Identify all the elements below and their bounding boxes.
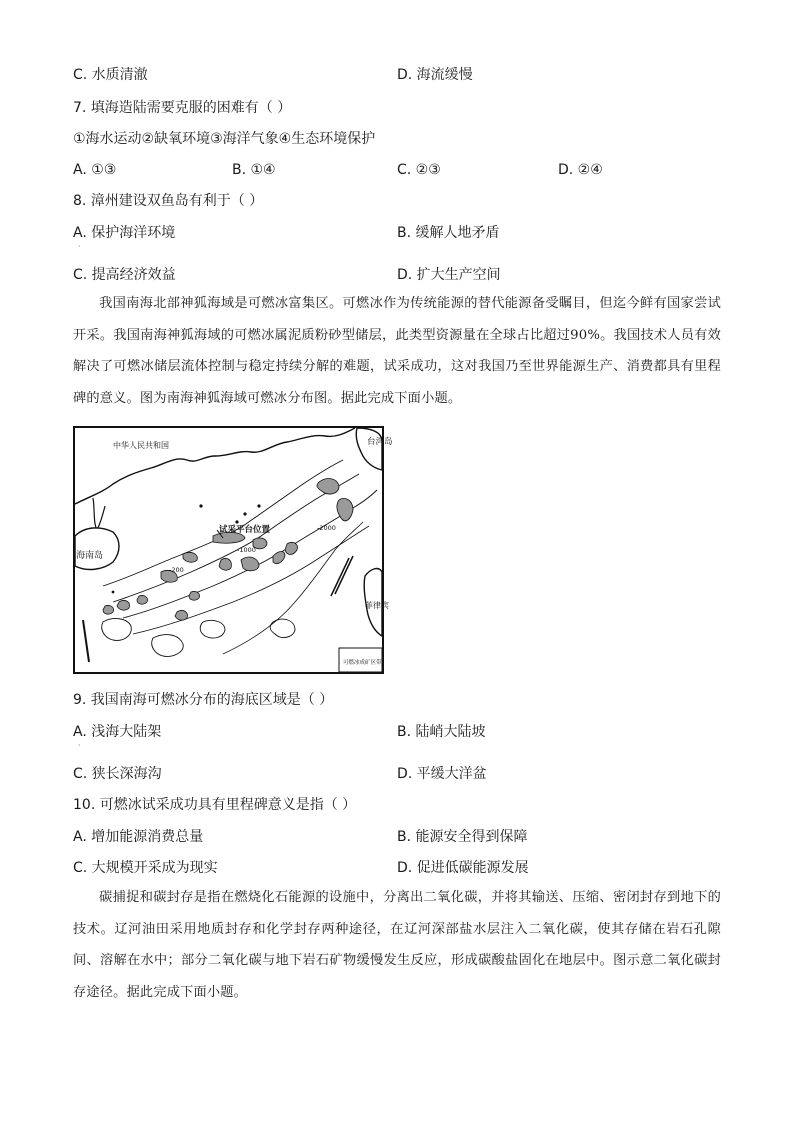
q9-option-b: B. 陆峭大陆坡 xyxy=(397,724,486,740)
label-depth-1000: -1000 xyxy=(237,546,256,554)
q7-option-c: C. ②③ xyxy=(397,162,441,178)
dot xyxy=(199,504,202,507)
q8-option-b: B. 缓解人地矛盾 xyxy=(397,225,500,241)
q10-option-c: C. 大规模开采成为现实 xyxy=(73,860,218,876)
map-legend xyxy=(339,648,382,672)
q9-option-c: C. 狭长深海沟 xyxy=(73,766,162,782)
q7-option-a: A. ①③ xyxy=(73,162,117,178)
passage-gas-hydrate-text: 我国南海北部神狐海域是可燃冰富集区。可燃冰作为传统能源的替代能源备受瞩目，但迄今鲜有国家尝试开采。我国南海神狐海域的可燃冰属泥质粉砂型储层，此类型资源量在全球占比超过90%。我国技术人员有效解决了可燃冰储层流体控制与稳定持续分解的难题，试采成功，这对我国乃至世界能源生产、消费都具有里程碑的意义。图为南海神狐海域可燃冰分布图。据此完成下面小题。 xyxy=(73,296,721,406)
q7-option-b: B. ①④ xyxy=(232,162,276,178)
hydrate-zone xyxy=(117,600,129,610)
q10-stem: 10. 可燃冰试采成功具有里程碑意义是指（ ） xyxy=(73,797,357,813)
label-philippines: 菲律宾 xyxy=(365,601,389,610)
label-hainan: 海南岛 xyxy=(76,551,104,561)
q8-option-d: D. 扩大生产空间 xyxy=(397,267,501,283)
q6-option-c: C. 水质清澈 xyxy=(73,67,148,83)
hainan-island xyxy=(75,528,119,570)
dot xyxy=(235,520,238,523)
dot xyxy=(257,504,260,507)
label-depth-2000: -2000 xyxy=(317,524,336,532)
q6-option-d: D. 海流缓慢 xyxy=(397,67,473,83)
hydrate-zone xyxy=(219,558,231,570)
hydrate-zone xyxy=(103,605,114,614)
label-china: 中华人民共和国 xyxy=(113,441,169,450)
passage-carbon-capture-text: 碳捕捉和碳封存是指在燃烧化石能源的设施中，分离出二氧化碳，并将其输送、压缩、密闭封存到地下的技术。辽河油田采用地质封存和化学封存两种途径，在辽河深部盐水层注入二氧化碳，使其存储在岩石孔隙间、溶解在水中；部分二氧化碳与地下岩石矿物缓慢发生反应，形成碳酸盐固化在地层中。图示意二氧化碳封存途径。据此完成下面小题。 xyxy=(73,890,721,1000)
stray-mark: · xyxy=(78,242,81,251)
q10-option-b: B. 能源安全得到保障 xyxy=(397,829,528,845)
label-taiwan: 台湾岛 xyxy=(367,437,393,447)
q7-stem: 7. 填海造陆需要克服的困难有（ ） xyxy=(73,100,292,116)
q8-option-a: A. 保护海洋环境 xyxy=(73,225,176,241)
dot xyxy=(112,591,115,594)
stray-mark: · xyxy=(78,741,81,750)
q9-option-d: D. 平缓大洋盆 xyxy=(397,766,487,782)
q7-option-d: D. ②④ xyxy=(558,162,603,178)
dot xyxy=(243,512,246,515)
q8-stem: 8. 漳州建设双鱼岛有利于（ ） xyxy=(73,193,264,209)
q7-choices: ①海水运动②缺氧环境③海洋气象④生态环境保护 xyxy=(73,131,376,147)
q10-option-d: D. 促进低碳能源发展 xyxy=(397,860,529,876)
passage-carbon-capture xyxy=(73,882,721,1008)
q10-option-a: A. 增加能源消费总量 xyxy=(73,829,204,845)
map-frame xyxy=(74,427,383,673)
passage-gas-hydrate xyxy=(73,288,721,414)
hydrate-zone xyxy=(175,610,187,620)
label-platform: 试采平台位置 xyxy=(219,525,271,535)
hydrate-zone xyxy=(189,591,200,600)
q9-stem: 9. 我国南海可燃冰分布的海底区域是（ ） xyxy=(73,692,334,708)
hydrate-zone xyxy=(241,557,259,571)
hydrate-zone xyxy=(183,552,197,562)
q8-option-c: C. 提高经济效益 xyxy=(73,267,176,283)
gas-hydrate-distribution-map xyxy=(73,426,393,674)
q9-option-a: A. 浅海大陆架 xyxy=(73,724,162,740)
hydrate-zone xyxy=(137,595,148,604)
legend-text: 可燃冰成矿区带 xyxy=(343,660,382,666)
label-depth-200: -200 xyxy=(169,566,184,574)
